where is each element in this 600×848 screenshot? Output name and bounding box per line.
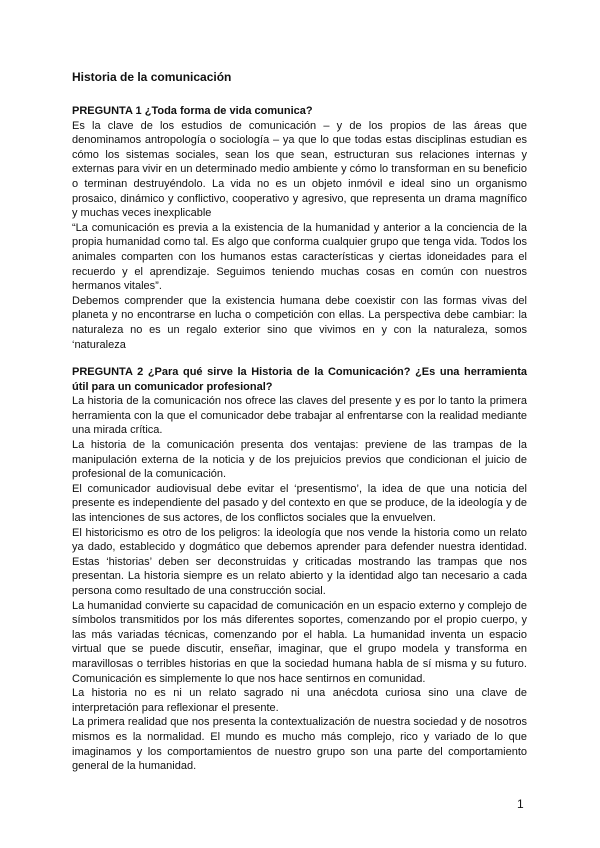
document-body xyxy=(72,70,527,774)
question-2-paragraph-3: El comunicador audiovisual debe evitar el ‘presentismo’, la idea de que una noticia del presente es independiente del pasado y del contexto en que se produce, de la ideología y de las intenciones de sus actores, de los conflictos sociales que la envuelven. xyxy=(72,482,527,525)
question-2-paragraph-7: La primera realidad que nos presenta la contextualización de nuestra sociedad y de nosotros mismos es la normalidad. El mundo es mucho más complejo, rico y variado de lo que imaginamos y los comportamientos de nuestro grupo son una parte del comportamiento general de la humanidad. xyxy=(72,716,527,773)
document-title: Historia de la comunicación xyxy=(72,70,232,84)
question-2-paragraph-4: El historicismo es otro de los peligros: la ideología que nos vende la historia como un relato ya dado, establecido y dogmático que debemos aprender para defender nuestra identidad. Estas ‘historias’ deben ser deconstruidas y criticadas mostrando las trampas que nos presentan. La historia siempre es un relato abierto y la identidad algo tan necesario a cada persona como resultado de una construcción social. xyxy=(72,526,527,597)
question-2-paragraph-6: La historia no es ni un relato sagrado ni una anécdota curiosa sino una clave de interpretación para reflexionar el presente. xyxy=(72,687,527,714)
question-2-paragraph-2: La historia de la comunicación presenta dos ventajas: previene de las trampas de la manipulación externa de la noticia y de los prejuicios previos que condicionan el juicio de profesional de la comunicación. xyxy=(72,439,527,481)
question-2-paragraph-1: La historia de la comunicación nos ofrece las claves del presente y es por lo tanto la primera herramienta con la que el comunicador debe trabajar al enfrentarse con la realidad mediante una mirada crítica. xyxy=(72,395,527,437)
question-2-heading: PREGUNTA 2 ¿Para qué sirve la Historia de la Comunicación? ¿Es una herramienta útil para un comunicador profesional? xyxy=(72,366,527,393)
question-1-paragraph-2: “La comunicación es previa a la existencia de la humanidad y anterior a la conciencia de la propia humanidad como tal. Es algo que conforma cualquier grupo que tenga vida. Todos los animales comparten con los humanos estas características y ciertas idoneidades para el recuerdo y el aprendizaje. Seguimos teniendo muchas cosas en común con nuestros hermanos vitales”. xyxy=(72,221,527,293)
question-1-paragraph-3: Debemos comprender que la existencia humana debe coexistir con las formas vivas del planeta y no encontrarse en lucha o competición con ellas. La perspectiva debe cambiar: la naturaleza no es un regalo exterior sino que vivimos en y con la naturaleza, somos ‘naturaleza xyxy=(72,294,527,351)
question-1-heading: PREGUNTA 1 ¿Toda forma de vida comunica? xyxy=(72,105,313,117)
section-spacer xyxy=(72,352,527,365)
question-2-paragraph-5: La humanidad convierte su capacidad de comunicación en un espacio externo y complejo de símbolos transmitidos por los más diferentes soportes, comenzando por el propio cuerpo, y las más variadas técnicas, comenzando por el habla. La humanidad inventa un espacio virtual que se puede discutir, enseñar, imaginar, que el grupo modela y transforma en maravillosas o terribles historias en que la sociedad humana habla de sí misma y su futuro. Comunicación es simplemente lo que nos hace sentirnos en comunidad. xyxy=(72,599,527,685)
page-number: 1 xyxy=(517,797,524,811)
question-1-paragraph-1: Es la clave de los estudios de comunicación – y de los propios de las áreas que denominamos antropología o sociología – ya que lo que todas estas disciplinas estudian es cómo los sistemas sociales, sean los que sean, estructuran sus relaciones internas y externas para vivir en un determinado medio ambiente y cómo lo transforman en su beneficio o terminan destruyéndolo. La vida no es un objeto inmóvil e ideal sino un organismo prosaico, dinámico y conflictivo, cooperativo y agresivo, que representa un drama magnífico y muchas veces inexplicable xyxy=(72,119,527,220)
